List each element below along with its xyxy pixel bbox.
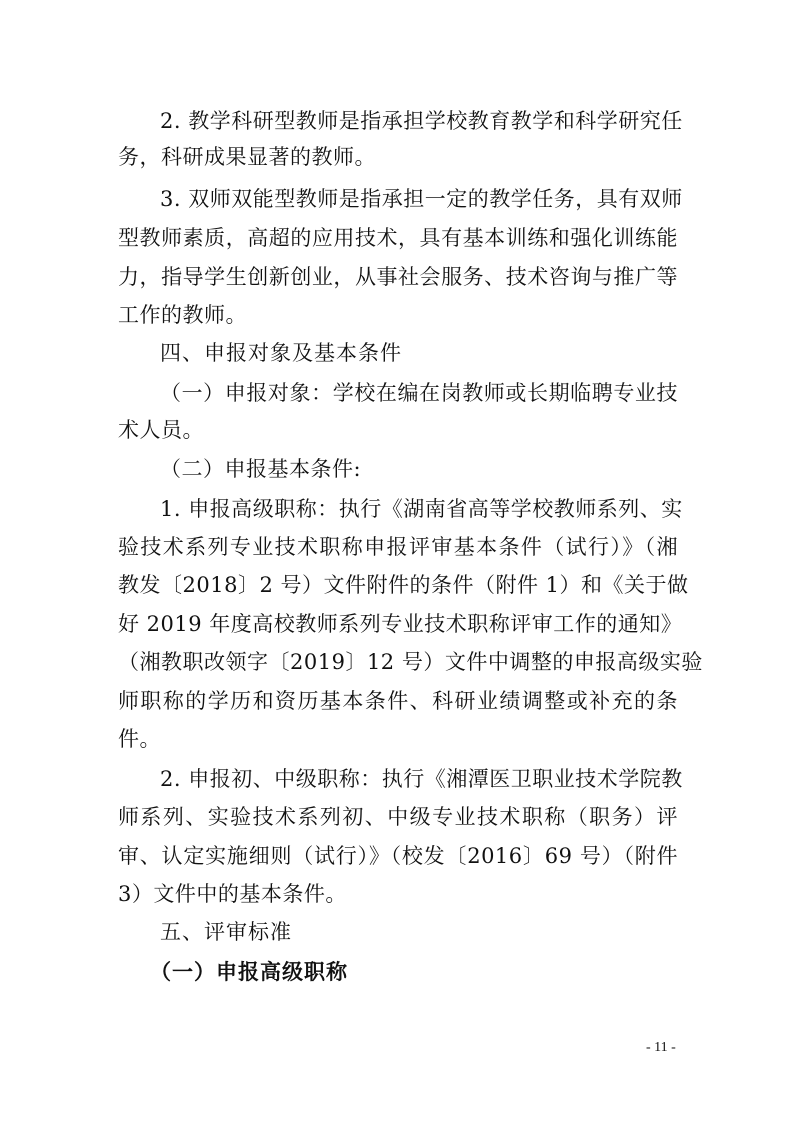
paragraph-line: 好 2019 年度高校教师系列专业技术职称评审工作的通知》 [118, 612, 683, 636]
page-number: - 11 - [646, 1040, 676, 1055]
paragraph-line: 2. 申报初、中级职称：执行《湘潭医卫职业技术学院教 [160, 767, 683, 791]
paragraph-line: 师职称的学历和资历基本条件、科研业绩调整或补充的条 [118, 689, 678, 713]
paragraph-line: 教发〔2018〕2 号）文件附件的条件（附件 1）和《关于做 [118, 573, 689, 597]
paragraph-line: 术人员。 [118, 418, 204, 442]
paragraph-line: 1. 申报高级职称：执行《湖南省高等学校教师系列、实 [160, 497, 683, 521]
subsection-heading: （一）申报高级职称 [150, 960, 348, 984]
paragraph-line: 验技术系列专业技术职称申报评审基本条件（试行）》（湘 [118, 535, 678, 559]
section-heading: 五、评审标准 [160, 920, 292, 944]
paragraph-line: 务，科研成果显著的教师。 [118, 145, 376, 169]
paragraph-line: 审、认定实施细则（试行）》（校发〔2016〕69 号）（附件 [118, 844, 678, 868]
paragraph-line: （二）申报基本条件: [160, 457, 362, 481]
paragraph-line: 工作的教师。 [118, 303, 247, 327]
paragraph-line: 型教师素质，高超的应用技术，具有基本训练和强化训练能 [118, 226, 678, 250]
paragraph-line: 3）文件中的基本条件。 [118, 882, 347, 906]
paragraph-line: 3. 双师双能型教师是指承担一定的教学任务，具有双师 [160, 187, 683, 211]
section-heading: 四、申报对象及基本条件 [160, 341, 402, 365]
paragraph-line: 力，指导学生创新创业，从事社会服务、技术咨询与推广等 [118, 265, 678, 289]
paragraph-line: 2. 教学科研型教师是指承担学校教育教学和科学研究任 [160, 109, 683, 133]
paragraph-line: （湘教职改领字〔2019〕12 号）文件中调整的申报高级实验 [118, 650, 703, 674]
paragraph-line: 件。 [118, 727, 161, 751]
paragraph-line: （一）申报对象：学校在编在岗教师或长期临聘专业技 [160, 381, 678, 405]
paragraph-line: 师系列、实验技术系列初、中级专业技术职称（职务）评 [118, 805, 678, 829]
